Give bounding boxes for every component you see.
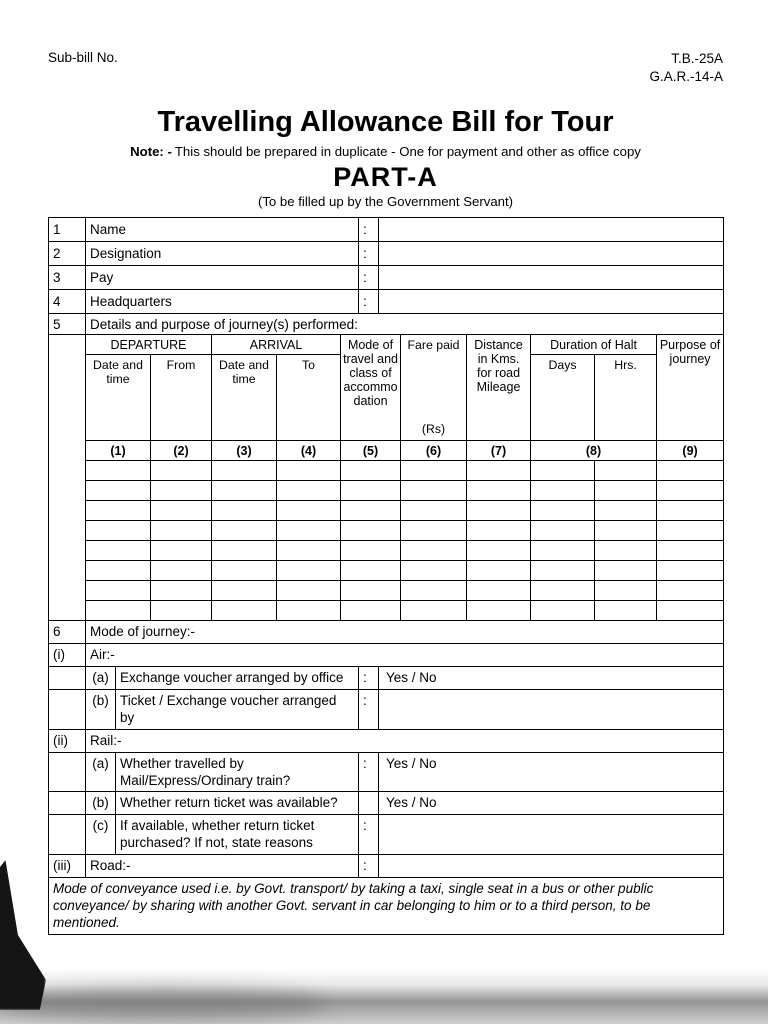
answer-value: Yes / No — [379, 792, 724, 815]
field-colon: : — [359, 266, 379, 290]
field-colon: : — [359, 242, 379, 266]
journey-cell — [401, 501, 467, 521]
road-number: (iii) — [49, 855, 86, 878]
air-number: (i) — [49, 644, 86, 667]
top-line — [48, 50, 723, 86]
journey-empty-row — [49, 581, 724, 601]
note-label: Note: - — [130, 144, 172, 160]
distance-header: Distance in Kms. for road Mileage — [467, 335, 531, 441]
journey-cell — [341, 461, 401, 481]
journey-cell — [212, 461, 277, 481]
fare-wrap — [403, 338, 464, 436]
journey-cell — [595, 521, 657, 541]
stub-cell — [49, 792, 86, 815]
duration-of-halt-header: Duration of Halt — [531, 335, 657, 355]
air-section-row — [49, 644, 724, 667]
section-number: 6 — [49, 621, 86, 644]
field-colon: : — [359, 290, 379, 314]
journey-cell — [212, 481, 277, 501]
arrival-to-header: To — [277, 355, 341, 441]
departure-date-header: Date and time — [86, 355, 151, 441]
stub-cell — [49, 815, 86, 855]
form-codes — [649, 50, 723, 86]
field-row — [49, 266, 724, 290]
journey-cell — [341, 581, 401, 601]
form-content — [48, 50, 723, 935]
rail-row-b — [49, 792, 724, 815]
journey-tbody — [49, 335, 724, 621]
journey-cell — [212, 521, 277, 541]
row-colon: : — [359, 752, 379, 792]
field-number: 3 — [49, 266, 86, 290]
journey-cell — [401, 561, 467, 581]
journey-cell — [151, 581, 212, 601]
journey-cell — [212, 561, 277, 581]
sub-bill-label: Sub-bill No. — [48, 50, 118, 65]
arrival-header: ARRIVAL — [212, 335, 341, 355]
purpose-header: Purpose of journey — [657, 335, 724, 441]
journey-cell — [531, 541, 595, 561]
field-value — [379, 266, 724, 290]
journey-empty-row — [49, 601, 724, 621]
field-value — [379, 218, 724, 242]
journey-cell — [657, 601, 724, 621]
answer-value: Yes / No — [379, 667, 724, 690]
journey-cell — [467, 501, 531, 521]
departure-from-header: From — [151, 355, 212, 441]
journey-section-title: Details and purpose of journey(s) performed: — [86, 314, 724, 335]
fare-unit-label: (Rs) — [421, 422, 446, 437]
journey-cell — [86, 461, 151, 481]
mode-of-journey-row — [49, 621, 724, 644]
field-label: Headquarters — [86, 290, 359, 314]
row-colon — [359, 792, 379, 815]
journey-cell — [151, 601, 212, 621]
journey-cell — [467, 481, 531, 501]
journey-cell — [657, 481, 724, 501]
journey-cell — [595, 581, 657, 601]
field-row — [49, 290, 724, 314]
journey-cell — [595, 481, 657, 501]
journey-cell — [657, 501, 724, 521]
air-row-a — [49, 667, 724, 690]
part-heading: PART-A — [333, 162, 438, 193]
journey-cell — [86, 581, 151, 601]
journey-section-row — [49, 314, 724, 335]
journey-cell — [401, 461, 467, 481]
journey-cell — [467, 541, 531, 561]
journey-cell — [341, 601, 401, 621]
row-letter: (b) — [86, 792, 116, 815]
journey-cell — [657, 541, 724, 561]
answer-value: Yes / No — [379, 752, 724, 792]
row-letter: (a) — [86, 667, 116, 690]
journey-cell — [341, 501, 401, 521]
field-value — [379, 242, 724, 266]
journey-cell — [401, 601, 467, 621]
road-section-row — [49, 855, 724, 878]
journey-cell — [401, 581, 467, 601]
journey-cell — [467, 461, 531, 481]
field-value — [379, 290, 724, 314]
journey-cell — [595, 561, 657, 581]
field-label: Pay — [86, 266, 359, 290]
fare-paid-header — [401, 335, 467, 441]
journey-cell — [595, 461, 657, 481]
form-code-tb: T.B.-25A — [671, 51, 723, 66]
mode-of-travel-header: Mode of travel and class of accommodation — [341, 335, 401, 441]
col-number: (7) — [467, 441, 531, 461]
note-text: This should be prepared in duplicate - One for payment and other as office copy — [174, 144, 641, 160]
field-row — [49, 218, 724, 242]
journey-cell — [277, 581, 341, 601]
road-note: Mode of conveyance used i.e. by Govt. transport/ by taking a taxi, single seat in a bus or other public conveyance/ by sharing with another Govt. servant in car belonging to him or to a third person, to be mentioned. — [49, 877, 724, 934]
journey-empty-row — [49, 541, 724, 561]
part-subtitle: (To be filled up by the Government Servant) — [257, 194, 514, 210]
field-number: 1 — [49, 218, 86, 242]
col-number: (2) — [151, 441, 212, 461]
journey-cell — [151, 561, 212, 581]
journey-cell — [212, 601, 277, 621]
journey-cell — [401, 541, 467, 561]
journey-cell — [467, 601, 531, 621]
field-row — [49, 242, 724, 266]
journey-cell — [86, 561, 151, 581]
rail-title: Rail:- — [86, 729, 724, 752]
field-number: 4 — [49, 290, 86, 314]
scan-smear — [0, 988, 330, 1020]
journey-cell — [151, 541, 212, 561]
air-title: Air:- — [86, 644, 724, 667]
journey-cell — [151, 521, 212, 541]
journey-cell — [277, 601, 341, 621]
info-table — [48, 217, 724, 335]
row-colon: : — [359, 667, 379, 690]
field-label: Name — [86, 218, 359, 242]
col-number: (8) — [531, 441, 657, 461]
journey-cell — [595, 541, 657, 561]
stub-cell — [49, 752, 86, 792]
journey-cell — [531, 501, 595, 521]
journey-cell — [467, 561, 531, 581]
rail-section-row — [49, 729, 724, 752]
departure-header: DEPARTURE — [86, 335, 212, 355]
journey-cell — [151, 501, 212, 521]
journey-cell — [657, 581, 724, 601]
arrival-date-header: Date and time — [212, 355, 277, 441]
journey-empty-row — [49, 561, 724, 581]
journey-empty-row — [49, 501, 724, 521]
journey-cell — [401, 481, 467, 501]
scan-shadow-corner — [0, 860, 46, 1010]
col-number: (6) — [401, 441, 467, 461]
column-number-row — [49, 441, 724, 461]
journey-cell — [531, 581, 595, 601]
journey-cell — [467, 521, 531, 541]
journey-cell — [531, 521, 595, 541]
journey-cell — [86, 521, 151, 541]
journey-cell — [277, 501, 341, 521]
journey-cell — [595, 601, 657, 621]
journey-cell — [531, 561, 595, 581]
mode-of-journey-table — [48, 620, 724, 934]
days-header: Days — [531, 355, 595, 441]
hrs-header: Hrs. — [595, 355, 657, 441]
journey-cell — [531, 461, 595, 481]
journey-cell — [467, 581, 531, 601]
journey-cell — [86, 481, 151, 501]
rail-row-c — [49, 815, 724, 855]
journey-cell — [657, 461, 724, 481]
question-text: If available, whether return ticket purchased? If not, state reasons — [116, 815, 359, 855]
journey-cell — [657, 521, 724, 541]
road-title: Road:- — [86, 855, 359, 878]
air-row-b — [49, 690, 724, 730]
col-number: (1) — [86, 441, 151, 461]
question-text: Whether travelled by Mail/Express/Ordinary train? — [116, 752, 359, 792]
journey-cell — [277, 481, 341, 501]
form-code-gar: G.A.R.-14-A — [649, 69, 723, 85]
col-number: (5) — [341, 441, 401, 461]
rail-number: (ii) — [49, 729, 86, 752]
journey-cell — [341, 521, 401, 541]
answer-value — [379, 690, 724, 730]
mode-of-journey-title: Mode of journey:- — [86, 621, 724, 644]
stub-cell — [49, 667, 86, 690]
row-letter: (c) — [86, 815, 116, 855]
answer-value — [379, 855, 724, 878]
journey-cell — [341, 561, 401, 581]
journey-cell — [595, 501, 657, 521]
answer-value — [379, 815, 724, 855]
rail-row-a — [49, 752, 724, 792]
col-number: (4) — [277, 441, 341, 461]
journey-empty-row — [49, 481, 724, 501]
row-colon: : — [359, 855, 379, 878]
fare-label: Fare paid — [407, 338, 460, 353]
form-title: Travelling Allowance Bill for Tour — [157, 106, 614, 139]
row-colon: : — [359, 815, 379, 855]
journey-cell — [151, 481, 212, 501]
col-number: (9) — [657, 441, 724, 461]
journey-cell — [277, 521, 341, 541]
col-number: (3) — [212, 441, 277, 461]
question-text: Whether return ticket was available? — [116, 792, 359, 815]
row-letter: (a) — [86, 752, 116, 792]
journey-empty-row — [49, 521, 724, 541]
journey-cell — [277, 561, 341, 581]
road-note-row — [49, 877, 724, 934]
journey-cell — [212, 541, 277, 561]
journey-cell — [212, 581, 277, 601]
question-text: Ticket / Exchange voucher arranged by — [116, 690, 359, 730]
journey-cell — [277, 541, 341, 561]
field-number: 2 — [49, 242, 86, 266]
section-number: 5 — [49, 314, 86, 335]
journey-cell — [86, 601, 151, 621]
field-colon: : — [359, 218, 379, 242]
journey-stub-cell — [49, 335, 86, 621]
journey-cell — [86, 501, 151, 521]
journey-cell — [151, 461, 212, 481]
stub-cell — [49, 690, 86, 730]
journey-cell — [401, 521, 467, 541]
journey-cell — [341, 541, 401, 561]
journey-cell — [277, 461, 341, 481]
journey-header-row-1 — [49, 335, 724, 355]
journey-cell — [86, 541, 151, 561]
journey-table — [48, 334, 724, 621]
field-label: Designation — [86, 242, 359, 266]
journey-cell — [341, 481, 401, 501]
row-colon: : — [359, 690, 379, 730]
row-letter: (b) — [86, 690, 116, 730]
journey-cell — [531, 601, 595, 621]
form-note — [48, 144, 723, 159]
journey-cell — [657, 561, 724, 581]
journey-cell — [531, 481, 595, 501]
journey-empty-row — [49, 461, 724, 481]
journey-cell — [212, 501, 277, 521]
question-text: Exchange voucher arranged by office — [116, 667, 359, 690]
